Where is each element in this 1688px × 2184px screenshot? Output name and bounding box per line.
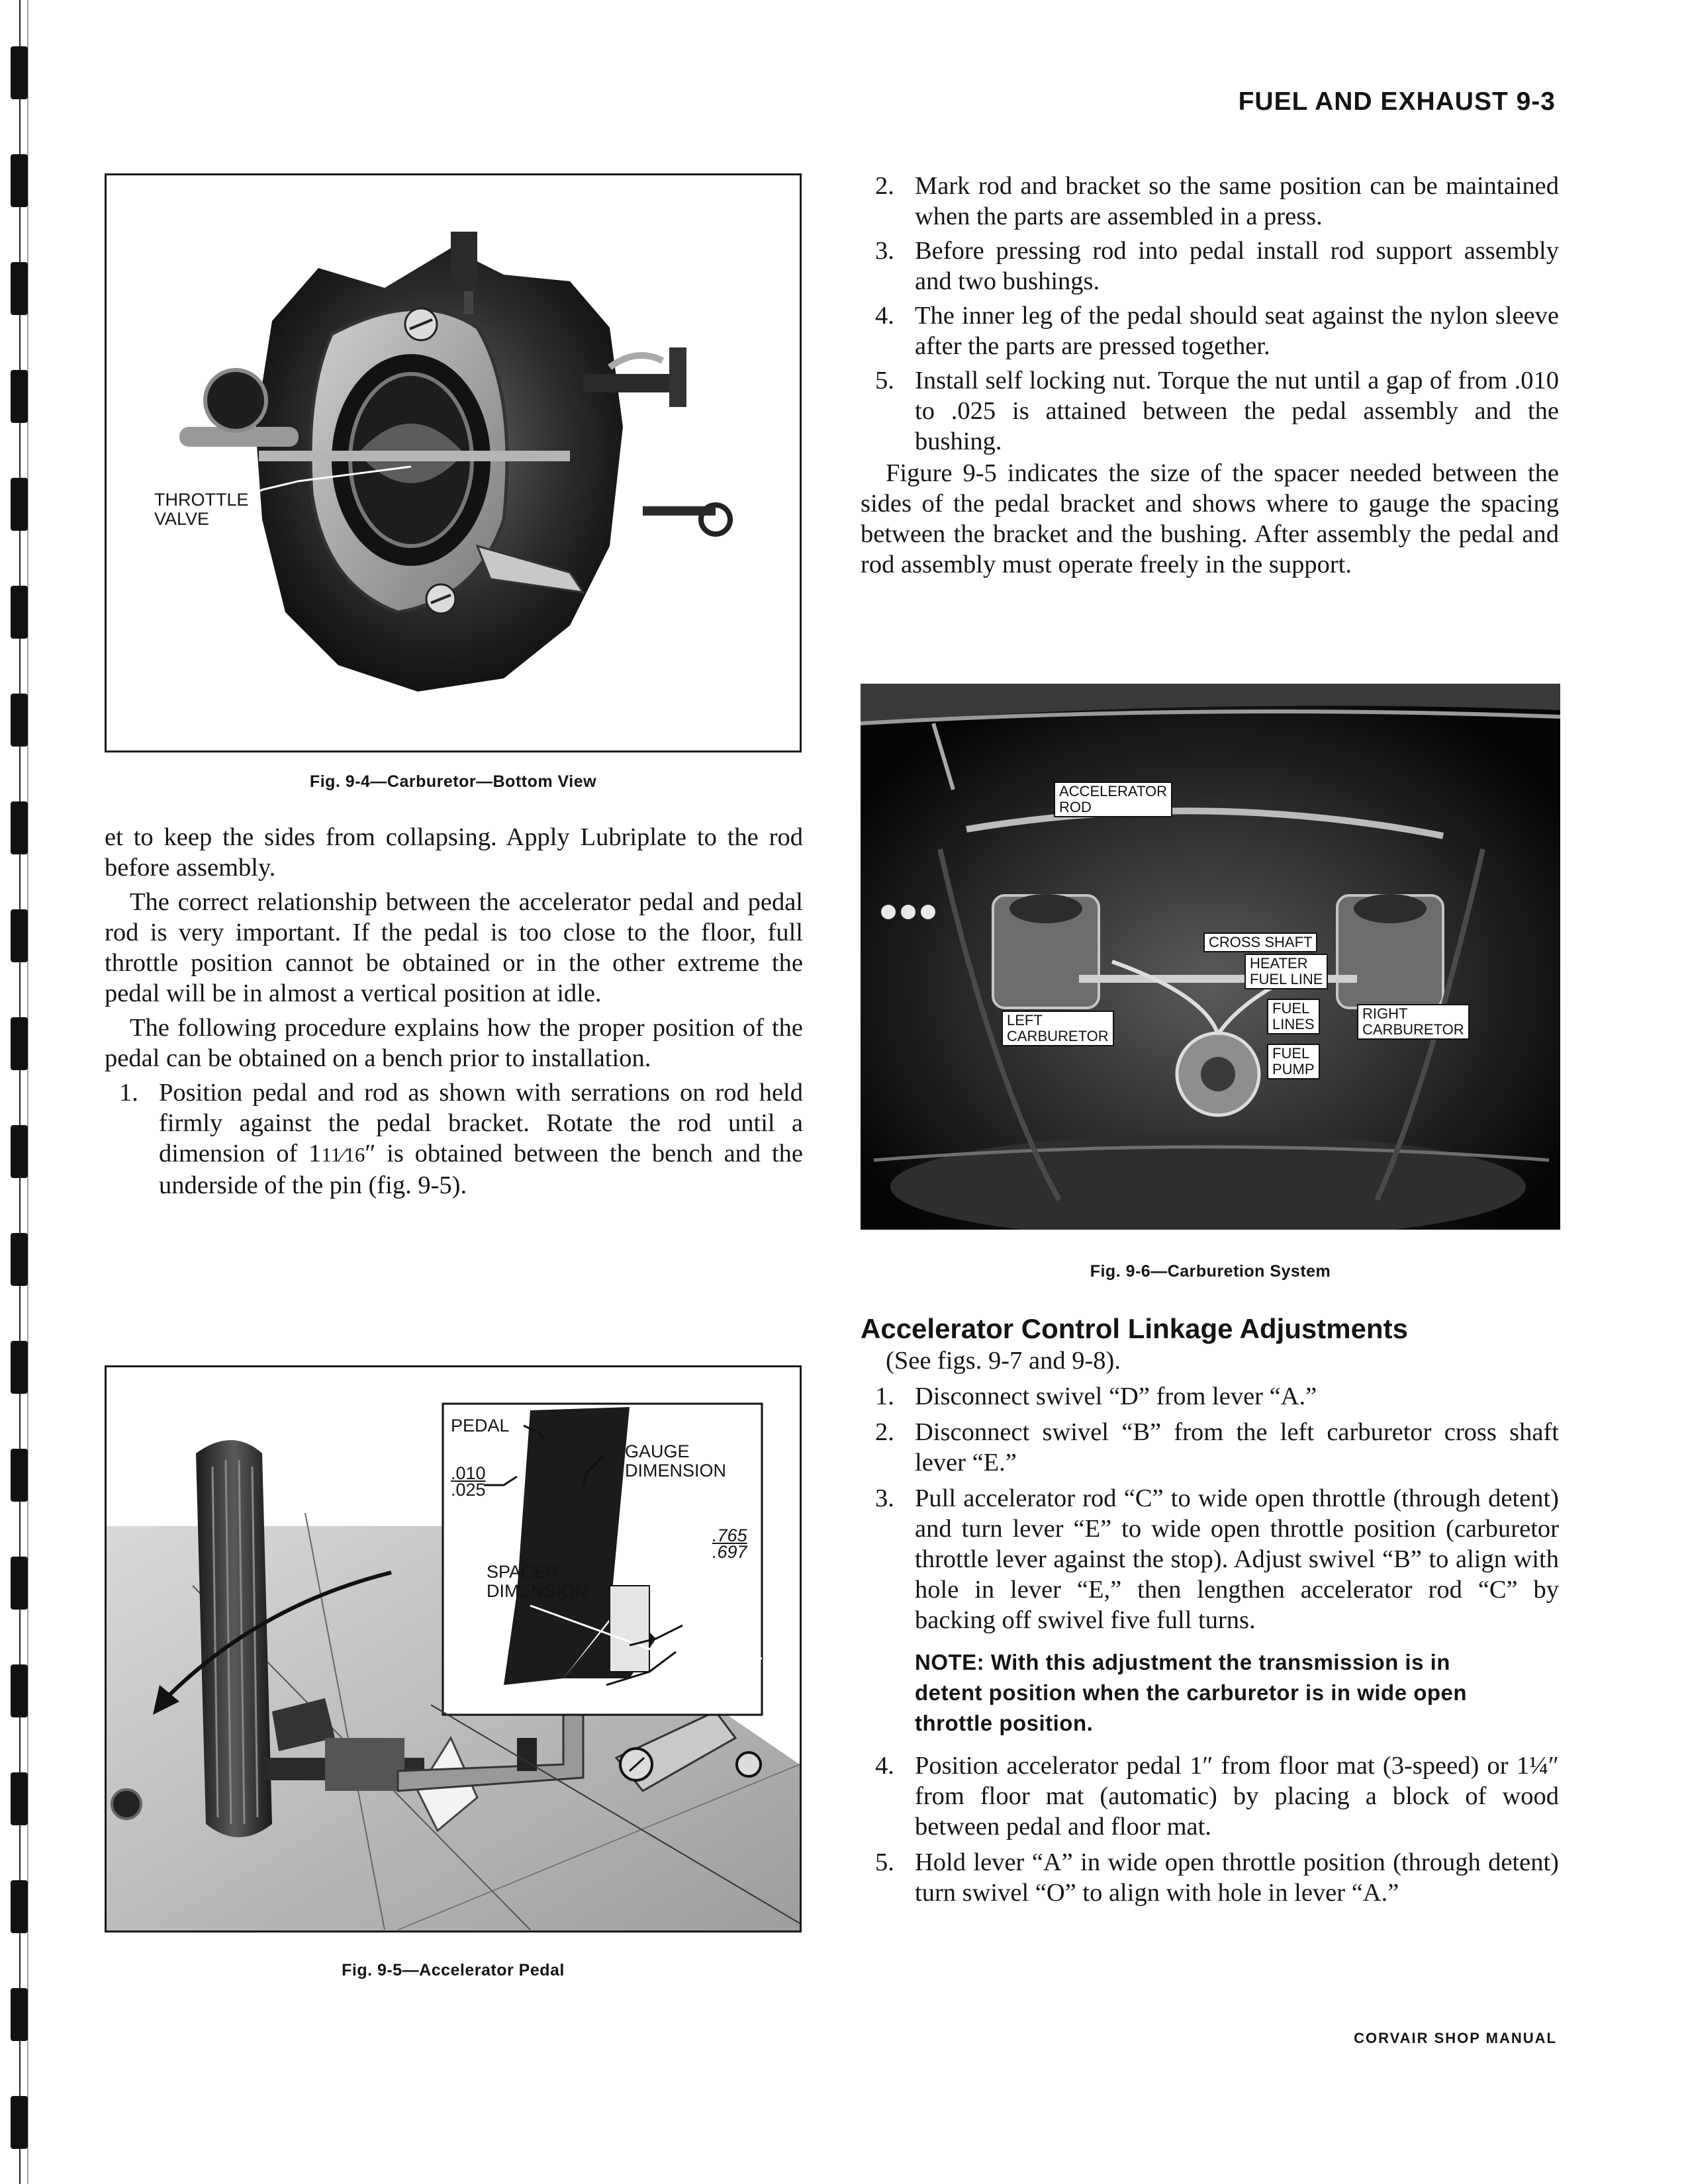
- binding-hole: [11, 1988, 28, 2041]
- binding-hole: [11, 909, 28, 962]
- step-2: 2. Mark rod and bracket so the same position can be maintained when the parts are assembled in a press.: [875, 172, 1559, 230]
- binding-hole: [11, 1449, 28, 1502]
- step-1: [105, 1077, 803, 1201]
- accel-step-5: 5. Hold lever “A” in wide open throttle position (through detent) turn swivel “O” to align with hole in lever “A.”: [875, 1848, 1559, 1907]
- binding-hole: [11, 1557, 28, 1610]
- steps-list-left: [105, 1077, 803, 1201]
- accel-steps-b: [861, 1751, 1559, 1908]
- binding-hole: [11, 586, 28, 639]
- tag-fuel-lines: FUEL LINES: [1267, 999, 1320, 1034]
- binding-hole: [11, 1880, 28, 1933]
- step-text-b: ″ is obtained between the bench and the underside of the pin (fig. 9-5).: [159, 1140, 803, 1199]
- tag-fuel-pump: FUEL PUMP: [1267, 1044, 1320, 1079]
- figure-9-5-frame: [105, 1365, 802, 1933]
- binding-hole: [11, 262, 28, 315]
- binding-hole: [11, 46, 28, 99]
- figure-9-6-photo: [861, 684, 1560, 1230]
- paragraph-figure-9-5: Figure 9-5 indicates the size of the spacer needed between the sides of the pedal bracket and shows where to gauge the spacing between the bracket and the bushing. After assembly the pedal and rod assembly must operate freely in the support.: [861, 459, 1559, 578]
- label-pedal: PEDAL: [451, 1416, 510, 1435]
- tag-right-carburetor: RIGHT CARBURETOR: [1357, 1004, 1470, 1040]
- carburetor-photo: [107, 175, 800, 751]
- label-gap-values: .010 .025: [451, 1463, 486, 1500]
- accel-steps-a: [861, 1381, 1559, 1635]
- binding-edge: [0, 0, 46, 2184]
- steps-list-right: [861, 171, 1559, 457]
- binding-hole: [11, 1341, 28, 1394]
- tag-left-carburetor: LEFT CARBURETOR: [1002, 1011, 1114, 1046]
- label-spacer-values: .765 .697: [712, 1525, 747, 1562]
- step-text-a: Position pedal and rod as shown with serrations on rod held firmly against the pedal bracket. Rotate the rod until a dimension of 1: [159, 1079, 803, 1167]
- section-subheading: (See figs. 9-7 and 9-8).: [886, 1347, 1121, 1375]
- step-3: 3. Before pressing rod into pedal install rod support assembly and two bushings.: [875, 237, 1559, 295]
- paragraph-relationship: The correct relationship between the accelerator pedal and pedal rod is very important. If the pedal is too close to the floor, full throttle position cannot be obtained or in the other extreme the pedal will be in almost a vertical position at idle.: [105, 888, 803, 1007]
- binding-hole: [11, 2096, 28, 2149]
- accel-step-1: 1. Disconnect swivel “D” from lever “A.”: [875, 1383, 1317, 1410]
- accel-step-4: 4. Position accelerator pedal 1″ from floor mat (3-speed) or 1¼″ from floor mat (automatic) by placing a block of wood between pedal and floor mat.: [875, 1752, 1559, 1841]
- tag-cross-shaft: CROSS SHAFT: [1203, 933, 1317, 952]
- binding-hole: [11, 1017, 28, 1070]
- binding-hole: [11, 1125, 28, 1178]
- figure-9-6-caption: Fig. 9-6—Carburetion System: [1090, 1262, 1331, 1281]
- figure-9-5-caption: Fig. 9-5—Accelerator Pedal: [342, 1961, 565, 1979]
- accelerator-section: [861, 1312, 1559, 1908]
- tag-accelerator-rod: ACCELERATOR ROD: [1054, 782, 1172, 817]
- engine-compartment-image: [861, 684, 1560, 1230]
- note-block: NOTE: With this adjustment the transmission is in detent position when the carburetor is in wide open throttle position.: [915, 1650, 1468, 1735]
- binding-hole: [11, 370, 28, 423]
- binding-hole: [11, 694, 28, 747]
- binding-hole: [11, 1664, 28, 1717]
- right-column-top: [861, 171, 1559, 580]
- step-number: 1.: [119, 1079, 138, 1107]
- figure-9-4-caption: Fig. 9-4—Carburetor—Bottom View: [309, 772, 597, 791]
- step-fraction: 11⁄16: [321, 1143, 365, 1166]
- binding-hole: [11, 154, 28, 207]
- left-column: [105, 822, 803, 1201]
- binding-hole: [11, 478, 28, 531]
- step-4: 4. The inner leg of the pedal should seat against the nylon sleeve after the parts are pressed together.: [875, 302, 1559, 360]
- page-footer: CORVAIR SHOP MANUAL: [1354, 2030, 1557, 2046]
- binding-hole: [11, 1772, 28, 1825]
- tag-heater-fuel-line: HEATER FUEL LINE: [1244, 954, 1328, 989]
- label-spacer-dimension: SPACER DIMENSION: [487, 1562, 588, 1601]
- accel-step-2: 2. Disconnect swivel “B” from the left carburetor cross shaft lever “E.”: [875, 1418, 1559, 1477]
- step-5: 5. Install self locking nut. Torque the nut until a gap of from .010 to .025 is attained between the pedal assembly and the bushing.: [875, 367, 1559, 455]
- label-throttle-valve: THROTTLE VALVE: [154, 490, 249, 529]
- accel-step-3: 3. Pull accelerator rod “C” to wide open throttle (through detent) and turn lever “E” to wide open throttle position (carburetor throttle lever against the stop). Adjust swivel “B” to align with hole in lever “E,” then lengthen accelerator rod “C” by backing off swivel five full turns.: [875, 1484, 1559, 1634]
- figure-9-4-frame: [105, 173, 802, 752]
- paragraph-continuation: et to keep the sides from collapsing. Apply Lubriplate to the rod before assembly.: [105, 823, 803, 882]
- binding-hole: [11, 1233, 28, 1286]
- label-gauge-dimension: GAUGE DIMENSION: [625, 1441, 727, 1480]
- paragraph-procedure: The following procedure explains how the proper position of the pedal can be obtained on a bench prior to installation.: [105, 1014, 803, 1072]
- section-heading: Accelerator Control Linkage Adjustments: [861, 1313, 1408, 1344]
- page-header: FUEL AND EXHAUST 9-3: [1238, 87, 1556, 116]
- binding-hole: [11, 801, 28, 854]
